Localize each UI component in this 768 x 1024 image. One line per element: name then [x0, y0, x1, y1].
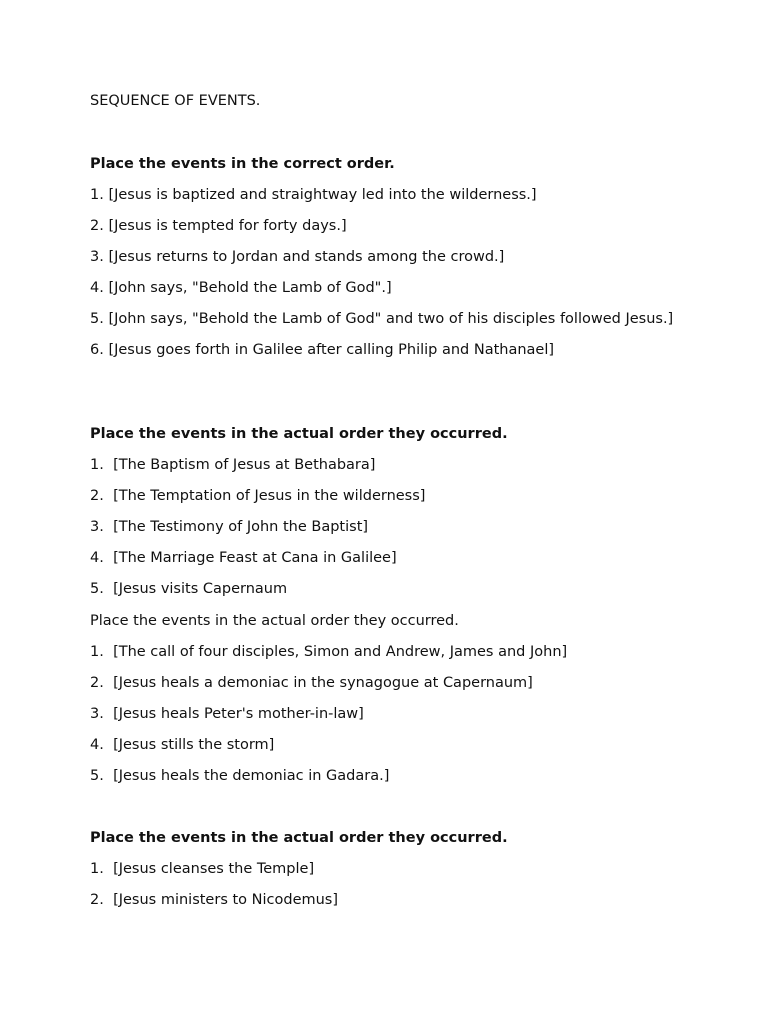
document-title: SEQUENCE OF EVENTS. [90, 93, 261, 109]
item-number: 5. [90, 311, 104, 327]
item-number: 4. [90, 737, 104, 753]
list-item [90, 859, 675, 879]
list-item [90, 278, 675, 298]
section-actual-order-3 [90, 828, 675, 910]
item-text: [Jesus heals a demoniac in the synagogue at Capernaum] [113, 675, 533, 691]
item-number: 4. [90, 280, 104, 296]
item-number: 5. [90, 768, 104, 784]
item-number: 2. [90, 218, 104, 234]
section-heading: Place the events in the actual order they occurred. [90, 613, 459, 629]
item-text: [Jesus stills the storm] [113, 737, 275, 753]
item-text: [The call of four disciples, Simon and Andrew, James and John] [113, 644, 568, 660]
list-item [90, 185, 675, 205]
list-item [90, 548, 675, 568]
item-number: 5. [90, 581, 104, 597]
list-item [90, 673, 675, 693]
item-text: [Jesus ministers to Nicodemus] [113, 892, 339, 908]
item-text: [Jesus returns to Jordan and stands among the crowd.] [108, 249, 505, 265]
item-text: [The Testimony of John the Baptist] [113, 519, 369, 535]
list-item [90, 455, 675, 475]
item-number: 3. [90, 519, 104, 535]
list-item [90, 766, 675, 786]
item-text: [Jesus is tempted for forty days.] [108, 218, 347, 234]
list-item [90, 735, 675, 755]
event-list [90, 185, 675, 360]
item-number: 2. [90, 892, 104, 908]
list-item [90, 340, 675, 360]
item-number: 6. [90, 342, 104, 358]
section-actual-order-2 [90, 611, 675, 786]
item-text: [The Marriage Feast at Cana in Galilee] [113, 550, 397, 566]
item-text: [Jesus goes forth in Galilee after calling Philip and Nathanael] [108, 342, 555, 358]
section-correct-order [90, 154, 675, 360]
list-item [90, 642, 675, 662]
section-actual-order-1 [90, 424, 675, 599]
section-heading: Place the events in the correct order. [90, 156, 395, 172]
item-text: [Jesus cleanses the Temple] [113, 861, 315, 877]
list-item [90, 216, 675, 236]
event-list [90, 642, 675, 786]
item-text: [The Baptism of Jesus at Bethabara] [113, 457, 376, 473]
section-heading: Place the events in the actual order they occurred. [90, 830, 508, 846]
list-item [90, 890, 675, 910]
item-number: 1. [90, 644, 104, 660]
item-number: 4. [90, 550, 104, 566]
item-text: [John says, "Behold the Lamb of God" and two of his disciples followed Jesus.] [108, 311, 674, 327]
event-list [90, 455, 675, 599]
item-number: 1. [90, 861, 104, 877]
list-item [90, 704, 675, 724]
item-number: 2. [90, 488, 104, 504]
item-text: [Jesus is baptized and straightway led into the wilderness.] [108, 187, 537, 203]
document-page [90, 91, 675, 908]
item-number: 3. [90, 249, 104, 265]
item-text: [The Temptation of Jesus in the wilderness] [113, 488, 426, 504]
list-item [90, 579, 675, 599]
item-number: 3. [90, 706, 104, 722]
item-text: [Jesus heals Peter's mother-in-law] [113, 706, 364, 722]
list-item [90, 517, 675, 537]
item-number: 1. [90, 457, 104, 473]
section-heading: Place the events in the actual order they occurred. [90, 426, 508, 442]
item-number: 1. [90, 187, 104, 203]
list-item [90, 309, 675, 329]
item-text: [Jesus visits Capernaum [113, 581, 288, 597]
list-item [90, 486, 675, 506]
item-number: 2. [90, 675, 104, 691]
event-list [90, 859, 675, 910]
list-item [90, 247, 675, 267]
item-text: [Jesus heals the demoniac in Gadara.] [113, 768, 390, 784]
item-text: [John says, "Behold the Lamb of God".] [108, 280, 392, 296]
